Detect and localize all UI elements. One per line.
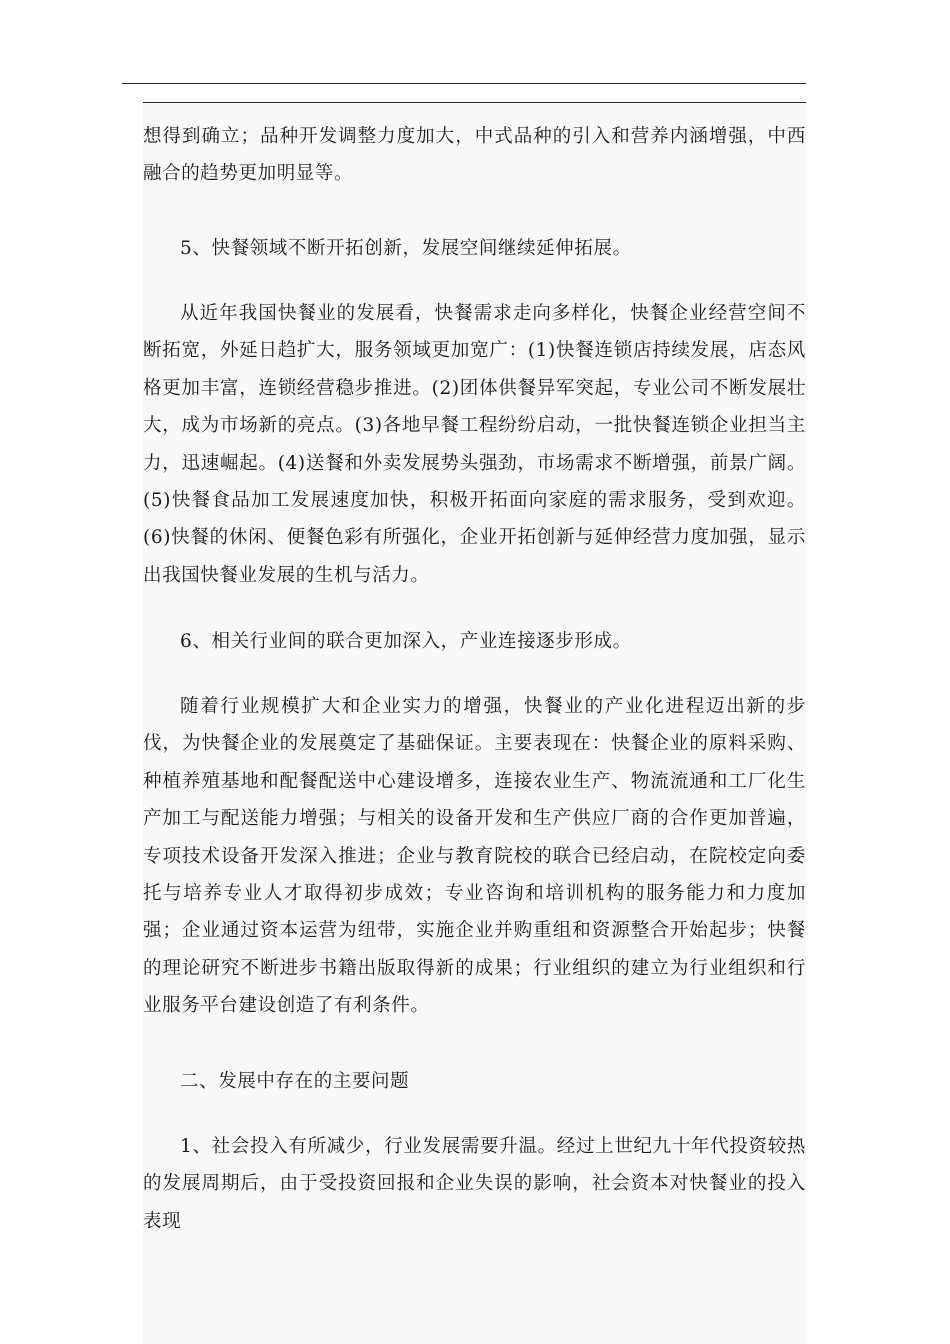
section-heading-problems: 二、发展中存在的主要问题: [180, 1071, 410, 1092]
paragraph-fast-food-expansion: 从近年我国快餐业的发展看，快餐需求走向多样化，快餐企业经营空间不断拓宽，外延日趋扩大，服务领域更加宽广：(1)快餐连锁店持续发展，店态风格更加丰富，连锁经营稳步推进。(2)团体供餐异军突起，专业公司不断发展壮大，成为市场新的亮点。(3)各地早餐工程纷纷启动，一批快餐连锁企业担当主力，迅速崛起。(4)送餐和外卖发展势头强劲，市场需求不断增强，前景广阔。(5)快餐食品加工发展速度加快，积极开拓面向家庭的需求服务，受到欢迎。(6)快餐的休闲、便餐色彩有所强化，企业开拓创新与延伸经营力度加强，显示出我国快餐业发展的生机与活力。: [143, 303, 806, 586]
paragraph-social-investment: 1、社会投入有所减少，行业发展需要升温。经过上世纪九十年代投资较热的发展周期后，由于受投资回报和企业失误的影响，社会资本对快餐业的投入表现: [143, 1136, 806, 1232]
paragraph-industry-linkage: 随着行业规模扩大和企业实力的增强，快餐业的产业化进程迈出新的步伐，为快餐企业的发展奠定了基础保证。主要表现在：快餐企业的原料采购、种植养殖基地和配餐配送中心建设增多，连接农业生产、物流流通和工厂化生产加工与配送能力增强；与相关的设备开发和生产供应厂商的合作更加普遍，专项技术设备开发深入推进；企业与教育院校的联合已经启动，在院校定向委托与培养专业人才取得初步成效；专业咨询和培训机构的服务能力和力度加强；企业通过资本运营为纽带，实施企业并购重组和资源整合开始起步；快餐的理论研究不断进步书籍出版取得新的成果；行业组织的建立为行业组织和行业服务平台建设创造了有利条件。: [143, 696, 806, 1017]
document-body: [143, 104, 806, 1344]
subheading-6: 6、相关行业间的联合更加深入，产业连接逐步形成。: [180, 631, 632, 652]
subheading-5: 5、快餐领域不断开拓创新，发展空间继续延伸拓展。: [180, 238, 632, 259]
header-rule-bottom: [143, 102, 806, 103]
paragraph-continuation: 想得到确立；品种开发调整力度加大，中式品种的引入和营养内涵增强，中西融合的趋势更加明显等。: [143, 126, 806, 185]
header-rule-top: [122, 83, 806, 84]
